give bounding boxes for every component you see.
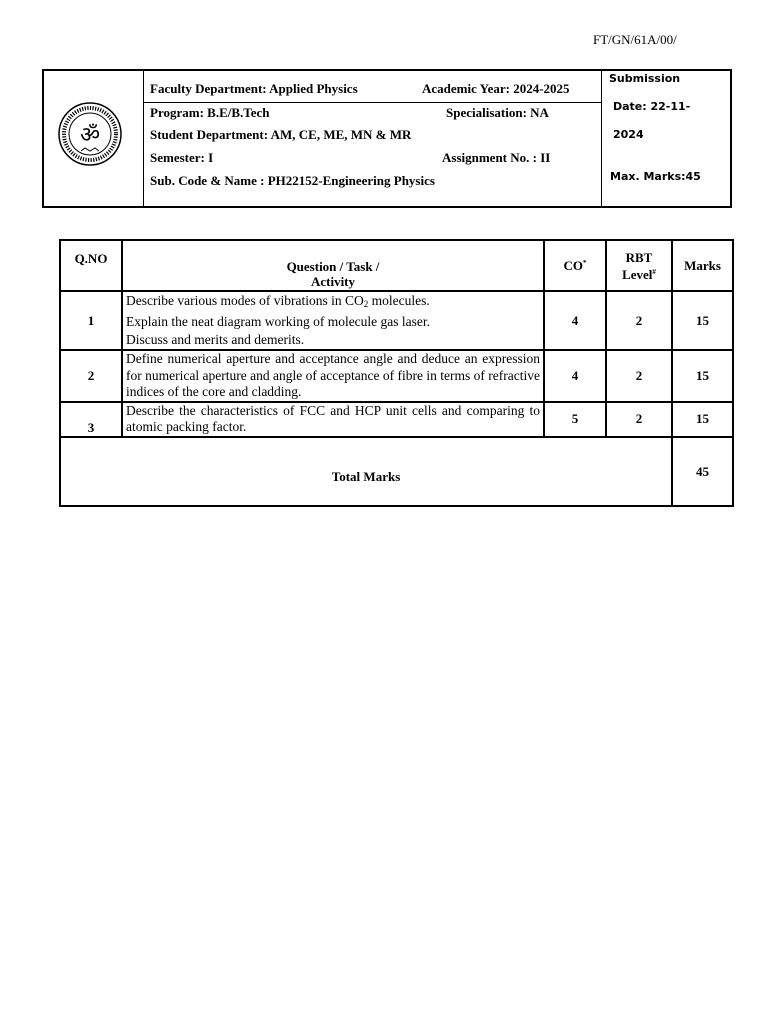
row-marks: 15	[672, 402, 733, 437]
program: Program: B.E/B.Tech	[150, 105, 270, 120]
faculty-department: Faculty Department: Applied Physics	[150, 81, 358, 96]
row-rbt: 2	[606, 291, 672, 350]
header-co-text: CO	[563, 257, 583, 273]
header-task	[122, 240, 544, 291]
row-task	[122, 291, 544, 350]
assignment-number: Assignment No. : II	[442, 150, 551, 165]
header-rbt-line2: Level	[622, 266, 653, 282]
total-row	[60, 437, 733, 506]
row-qno: 2	[60, 350, 122, 402]
subject-code-name: Sub. Code & Name : PH22152-Engineering Physics	[150, 173, 435, 188]
header-box	[42, 69, 732, 208]
header-co	[544, 240, 606, 291]
header-co-mark: *	[583, 258, 587, 267]
row-task-line1: Describe various modes of vibrations in CO	[126, 293, 364, 308]
row-qno: 1	[60, 291, 122, 350]
total-label: Total Marks	[60, 437, 672, 506]
header-rbt-mark: #	[652, 267, 656, 276]
specialisation: Specialisation: NA	[446, 105, 549, 120]
header-rbt	[606, 240, 672, 291]
header-task-line1: Question / Task /	[286, 259, 380, 274]
college-seal-logo	[57, 101, 123, 167]
row-marks: 15	[672, 291, 733, 350]
table-row	[60, 291, 733, 350]
row-co: 4	[544, 291, 606, 350]
row-task-line2: Explain the neat diagram working of molecule gas laser.	[126, 314, 431, 329]
row-marks: 15	[672, 350, 733, 402]
row-co: 4	[544, 350, 606, 402]
submission-date: Date: 22-11-	[613, 100, 691, 113]
header-rbt-line1: RBT	[625, 249, 653, 265]
table-row	[60, 402, 733, 437]
logo-om-symbol: ॐ	[79, 123, 101, 148]
submission-label: Submission	[609, 72, 681, 85]
document-code: FT/GN/61A/00/	[593, 32, 677, 47]
header-qno: Q.NO	[60, 240, 122, 291]
row-task: Describe the characteristics of FCC and HCP unit cells and comparing to atomic packing factor.	[122, 402, 544, 437]
academic-year: Academic Year: 2024-2025	[422, 81, 570, 96]
header-divider-horizontal	[143, 102, 601, 103]
header-divider-left	[143, 71, 144, 206]
semester: Semester: I	[150, 150, 214, 165]
row-task-line3: Discuss and merits and demerits.	[126, 332, 305, 347]
row-rbt: 2	[606, 402, 672, 437]
row-task-subscript: 2	[363, 299, 369, 309]
row-task-line1-end: molecules.	[368, 293, 430, 308]
table-row	[60, 350, 733, 402]
header-task-line2: Activity	[310, 274, 356, 289]
questions-table	[59, 239, 734, 507]
row-co: 5	[544, 402, 606, 437]
total-value: 45	[672, 437, 733, 506]
row-rbt: 2	[606, 350, 672, 402]
row-qno: 3	[60, 402, 122, 437]
table-header-row	[60, 240, 733, 291]
submission-year: 2024	[613, 128, 644, 141]
header-marks: Marks	[672, 240, 733, 291]
student-department: Student Department: AM, CE, ME, MN & MR	[150, 127, 412, 142]
row-task: Define numerical aperture and acceptance angle and deduce an expression for numerical aperture and angle of acceptance of fibre in terms of refractive indices of the core and cladding.	[122, 350, 544, 402]
header-divider-right	[601, 71, 602, 206]
max-marks: Max. Marks:45	[610, 170, 701, 183]
